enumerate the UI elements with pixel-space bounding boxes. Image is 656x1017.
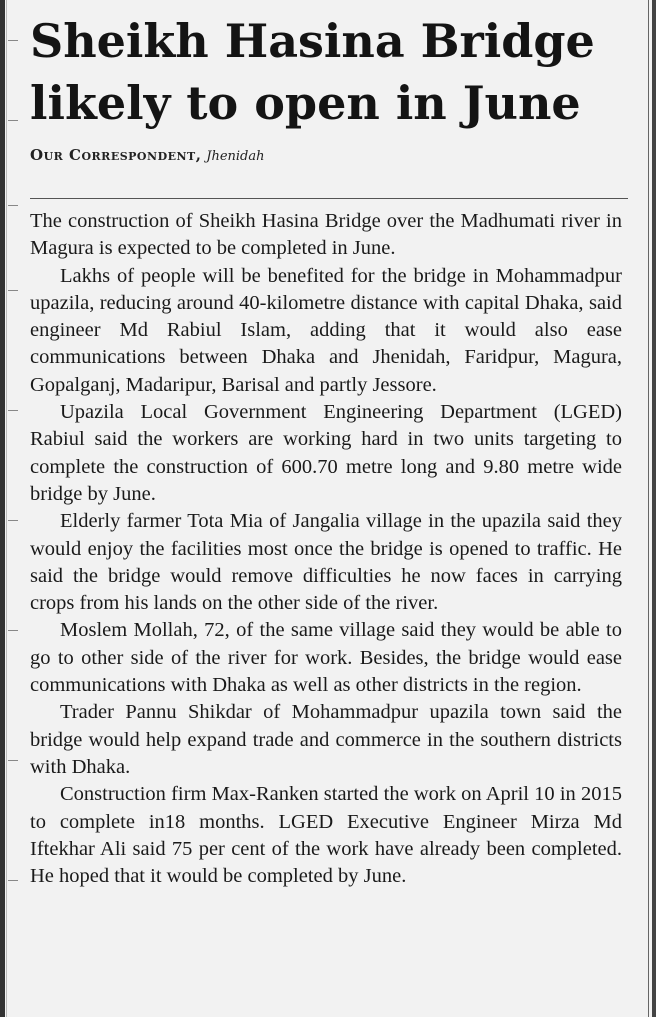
right-column-rule-inner	[648, 0, 649, 1017]
paragraph: Trader Pannu Shikdar of Mohammadpur upazila town said the bridge would help expand trade and commerce in the southern districts with Dhaka.	[30, 701, 622, 778]
left-column-rule-inner	[6, 0, 7, 1017]
paragraph: The construction of Sheikh Hasina Bridge over the Madhumati river in Magura is expected to be completed in June.	[30, 210, 622, 260]
left-column-rule	[0, 0, 5, 1017]
article-body	[30, 208, 622, 890]
byline-divider	[30, 198, 628, 199]
paragraph: Upazila Local Government Engineering Department (LGED) Rabiul said the workers are working hard in two units targeting to complete the construction of 600.70 metre long and 9.80 metre wide bridge by June.	[30, 401, 622, 505]
paragraph: Elderly farmer Tota Mia of Jangalia village in the upazila said they would enjoy the facilities most once the bridge is opened to traffic. He said the bridge would remove difficulties he now faces in carrying crops from his lands on the other side of the river.	[30, 510, 622, 615]
paragraph: Lakhs of people will be benefited for the bridge in Mohammadpur upazila, reducing around 40-kilometre distance with capital Dhaka, said engineer Md Rabiul Islam, adding that it would also ease communications between Dhaka and Jhenidah, Faridpur, Magura, Gopalganj, Madaripur, Barisal and partly Jessore.	[30, 264, 622, 396]
byline-location: Jhenidah	[206, 149, 265, 164]
article-header	[30, 10, 624, 166]
byline	[30, 146, 624, 166]
paragraph: Moslem Mollah, 72, of the same village said they would be able to go to other side of the river for work. Besides, the bridge would ease communications with Dhaka as well as other districts in the region.	[30, 619, 622, 697]
paragraph: Construction firm Max-Ranken started the work on April 10 in 2015 to complete in18 months. LGED Executive Engineer Mirza Md Iftekhar Ali said 75 per cent of the work have already been completed. He hoped that it would be completed by June.	[30, 783, 622, 888]
headline: Sheikh Hasina Bridge likely to open in June	[30, 14, 595, 130]
adjacent-column-edge	[8, 0, 20, 1017]
right-column-rule	[652, 0, 656, 1017]
byline-correspondent: Our Correspondent,	[30, 146, 202, 164]
